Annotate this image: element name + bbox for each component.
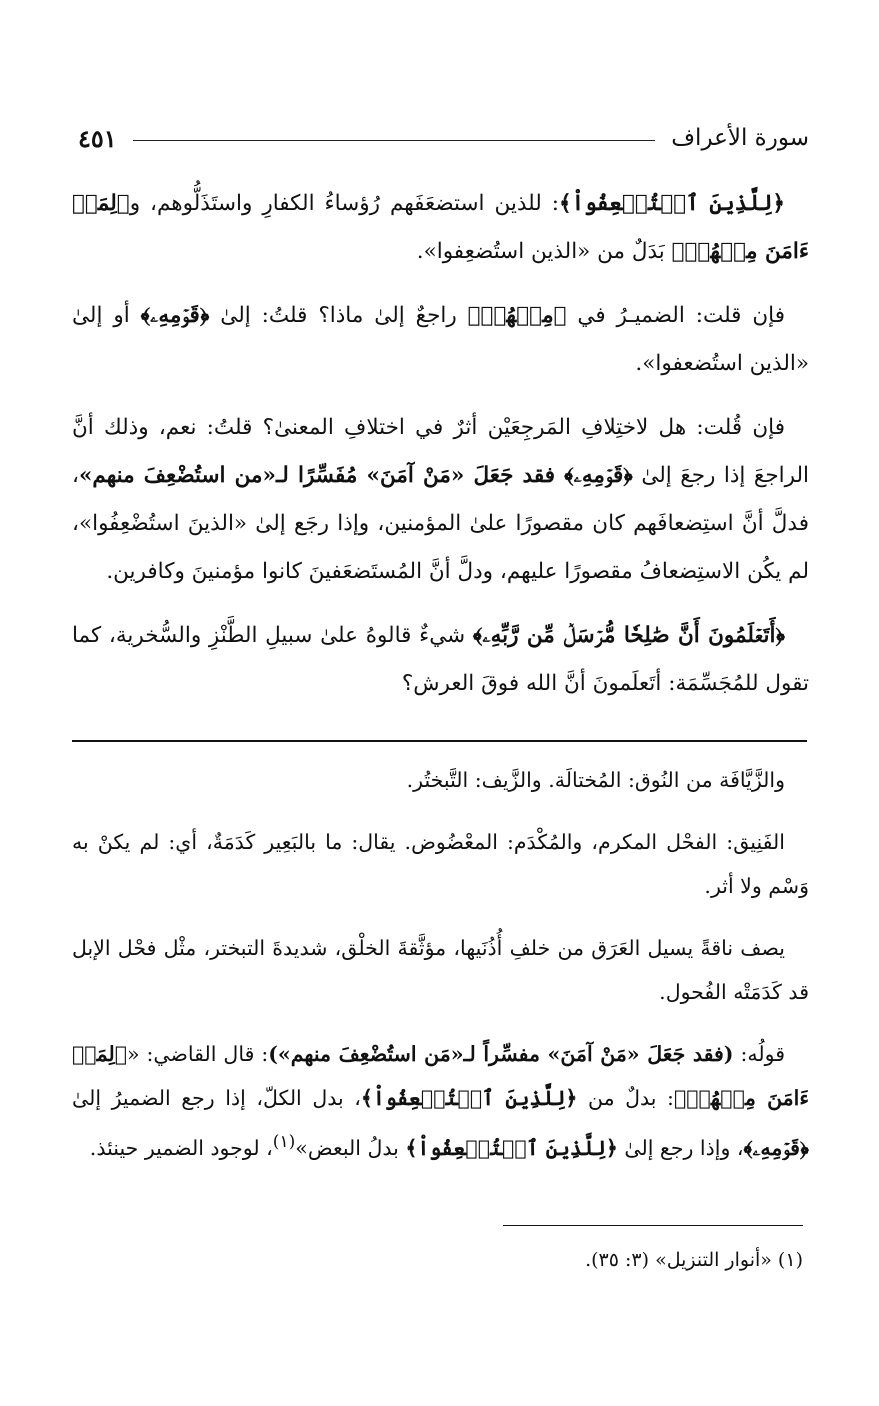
text: قولُه: xyxy=(733,1042,785,1066)
quran-quote: ﴿مِنۡهُمۡ﴾ xyxy=(467,303,567,328)
text: : قال القاضي: « xyxy=(127,1042,269,1066)
quran-quote: ﴿لِمَنۡ ءَامَنَ مِنۡهُمۡ﴾ xyxy=(72,191,809,264)
paragraph-2 xyxy=(72,292,809,388)
text-separator xyxy=(72,740,807,742)
text: بَدَلٌ من «الذين استُضعِفوا». xyxy=(416,239,672,264)
commentary-paragraph-4 xyxy=(72,1032,809,1170)
quran-quote: ﴿لِلَّذِينَ ٱسۡتُضۡعِفُواْ﴾ xyxy=(360,1086,578,1110)
footnote: (١) «أنوار التنزيل» (٣: ٣٥). xyxy=(585,1249,803,1271)
header-rule xyxy=(133,140,656,141)
quran-quote: ﴿لِمَنۡ ءَامَنَ مِنۡهُمۡ﴾ xyxy=(72,1042,809,1110)
text: راجعٌ إلىٰ ماذا؟ قلتُ: إلىٰ xyxy=(209,303,468,328)
quran-quote: ﴿لِلَّذِينَ ٱسۡتُضۡعِفُواْ﴾ xyxy=(559,191,785,216)
commentary-paragraph-3: يصف ناقةً يسيل العَرَق من خلفِ أُذُنَيها، مؤثَّقةَ الخلْق، شديدةَ التبختر، مثْل فحْل الإبل قد كَدَمَتْه الفُحول. xyxy=(72,936,809,1004)
main-text xyxy=(72,180,809,724)
quran-quote: ﴿قَوۡمِهِۦ﴾ xyxy=(743,1135,809,1160)
text: فإن قلت: الضميـرُ في xyxy=(566,303,786,328)
text: ، بدل الكلّ، إذا رجع الضميرُ إلىٰ xyxy=(72,1086,361,1110)
text: ، لوجود الضمير حينئذ. xyxy=(89,1135,273,1160)
surah-title: سورة الأعراف xyxy=(671,125,809,151)
text: ، فدلَّ أنَّ استِضعافَهم كان مقصورًا علىٰ المؤمنين، وإذا رجَع إلىٰ «الذينَ استُضْعِفُوا»، لم يكُن الاستِضعافُ مقصورًا عليهم، ودلَّ أنَّ المُستَضعَفينَ كانوا مؤمنينَ وكافرين. xyxy=(72,463,809,584)
commentary-paragraph-1: والزَّيَّافَة من النُوق: المُختالَة. والزَّيف: التَّبختُر. xyxy=(406,768,785,792)
footnote-ref[interactable]: (١) xyxy=(272,1132,296,1152)
bold-phrase: فقد جَعَلَ «مَنْ آمَنَ» مُفَسِّرًا لـ«من استُضْعِفَ منهم» xyxy=(78,463,565,488)
footnote-rule xyxy=(503,1225,803,1226)
quran-quote: ﴿قَوۡمِهِۦ﴾ xyxy=(140,303,210,328)
text: أو إلىٰ «الذين استُضعفوا». xyxy=(72,303,809,376)
text: شيءٌ قالوهُ علىٰ سبيلِ الطَّنْزِ والسُّخرية، كما تقول للمُجَسِّمَة: أتَعلَمونَ أنَّ الله فوقَ العرش؟ xyxy=(72,623,809,696)
bold-phrase: (فقد جَعَلَ «مَنْ آمَنَ» مفسِّراً لـ«مَن استُضْعِفَ منهم») xyxy=(268,1042,734,1066)
text: فإن قُلت: هل لاختِلافِ المَرجِعَيْن أثرٌ في اختلافِ المعنىٰ؟ قلتُ: نعم، وذلك أنَّ الراجعَ إذا رجعَ إلىٰ xyxy=(72,415,809,488)
quran-quote: ﴿أَتَعۡلَمُونَ أَنَّ صَٰلِحٗا مُّرۡسَلٞ مِّن رَّبِّهِۦ﴾ xyxy=(472,623,785,648)
text: : للذين استضعَفَهم رُؤساءُ الكفارِ واستَذَلُّوهم، و xyxy=(129,191,559,216)
text: ، وإذا رجع إلىٰ xyxy=(617,1135,744,1160)
paragraph-3 xyxy=(72,404,809,596)
paragraph-4 xyxy=(72,612,809,708)
commentary-paragraph-2: الفَنِيق: الفحْل المكرم، والمُكْدَم: المعْضُوض. يقال: ما بالبَعِير كَدَمَةٌ، أي: لم يكنْ به وَسْم ولا أثر. xyxy=(72,830,809,898)
quran-quote: ﴿لِلَّذِينَ ٱسۡتُضۡعِفُواْ﴾ xyxy=(405,1135,618,1160)
page-number: ٤٥١ xyxy=(78,123,117,153)
quran-quote: ﴿قَوۡمِهِۦ﴾ xyxy=(564,463,633,488)
running-header xyxy=(78,118,809,158)
commentary xyxy=(72,758,809,1188)
paragraph-1 xyxy=(72,180,809,276)
text: : بدلٌ من xyxy=(577,1086,674,1110)
text: بدلُ البعض» xyxy=(295,1135,406,1160)
